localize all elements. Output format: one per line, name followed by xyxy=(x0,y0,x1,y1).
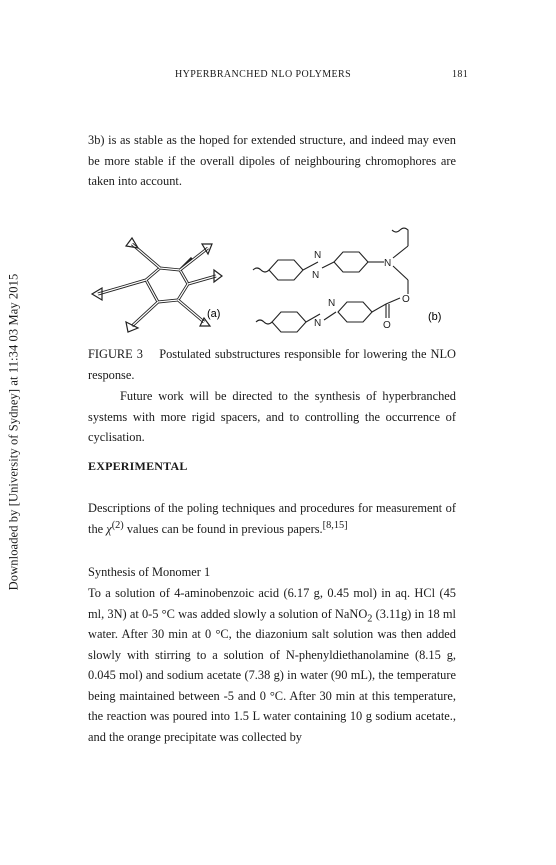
structure-b xyxy=(253,228,408,332)
paragraph-poling xyxy=(88,498,456,539)
running-title: HYPERBRANCHED NLO POLYMERS xyxy=(175,69,352,80)
atom-o: O xyxy=(383,320,391,331)
poling-text-start: Descriptions of the poling techniques and procedures for measurement of the xyxy=(88,501,456,536)
nano2-subscript: 2 xyxy=(367,612,373,624)
atom-o: O xyxy=(402,294,410,305)
poling-text-end: values can be found in previous papers. xyxy=(123,521,323,536)
synthesis-text-end: (3.11g) in 18 ml water. After 30 min at 0 °C, the diazonium salt solution was then added slowly with stirring to a solution of N-phenyldiethanolamine (8.15 g, 0.045 mol) and sodium acetate (7.38 g) in water (90 mL), the temperature being maintained between -5 and 0 °C. After 30 min at this temperature, the reaction was poured into 1.5 L water containing 10 g sodium acetate., and the orange precipitate was collected by xyxy=(88,606,456,744)
caption-label: FIGURE 3 xyxy=(88,347,143,361)
figure-caption xyxy=(88,344,456,385)
reference-citation: [8,15] xyxy=(322,519,348,531)
download-notice: Downloaded by [University of Sydney] at 11:34 03 May 2015 xyxy=(6,273,21,591)
structure-a xyxy=(92,238,222,332)
download-watermark xyxy=(0,0,28,865)
section-heading-experimental: EXPERIMENTAL xyxy=(88,459,188,473)
figure-3 xyxy=(88,222,458,340)
chi-symbol: χ xyxy=(106,521,112,536)
atom-n: N xyxy=(314,318,322,329)
paragraph-stability: 3b) is as stable as the hoped for extended structure, and indeed may even be more stable if the overall dipoles of neighbouring chromophores are taken into account. xyxy=(88,133,456,188)
synthesis-text-start: To a solution of 4-aminobenzoic acid (6.17 g, 0.45 mol) in aq. HCl (45 ml, 3N) at 0-5 °C was added slowly a solution of NaNO xyxy=(88,586,456,621)
label-b: (b) xyxy=(428,311,442,323)
atom-n: N xyxy=(384,258,392,269)
paragraph-future-work: Future work will be directed to the synthesis of hyperbranched systems with more rigid spacers, and to controlling the occurrence of cyclisation. xyxy=(88,389,456,444)
subheading-synthesis-monomer: Synthesis of Monomer 1 xyxy=(88,565,211,579)
chi-order: (2) xyxy=(111,519,124,531)
paragraph-synthesis xyxy=(88,583,456,747)
page-number: 181 xyxy=(452,69,469,80)
figure-3-drawing xyxy=(88,222,458,340)
atom-n: N xyxy=(312,270,320,281)
caption-text: Postulated substructures responsible for lowering the NLO response. xyxy=(88,347,456,382)
atom-n: N xyxy=(314,250,322,261)
label-a: (a) xyxy=(207,308,221,320)
atom-n: N xyxy=(328,298,336,309)
